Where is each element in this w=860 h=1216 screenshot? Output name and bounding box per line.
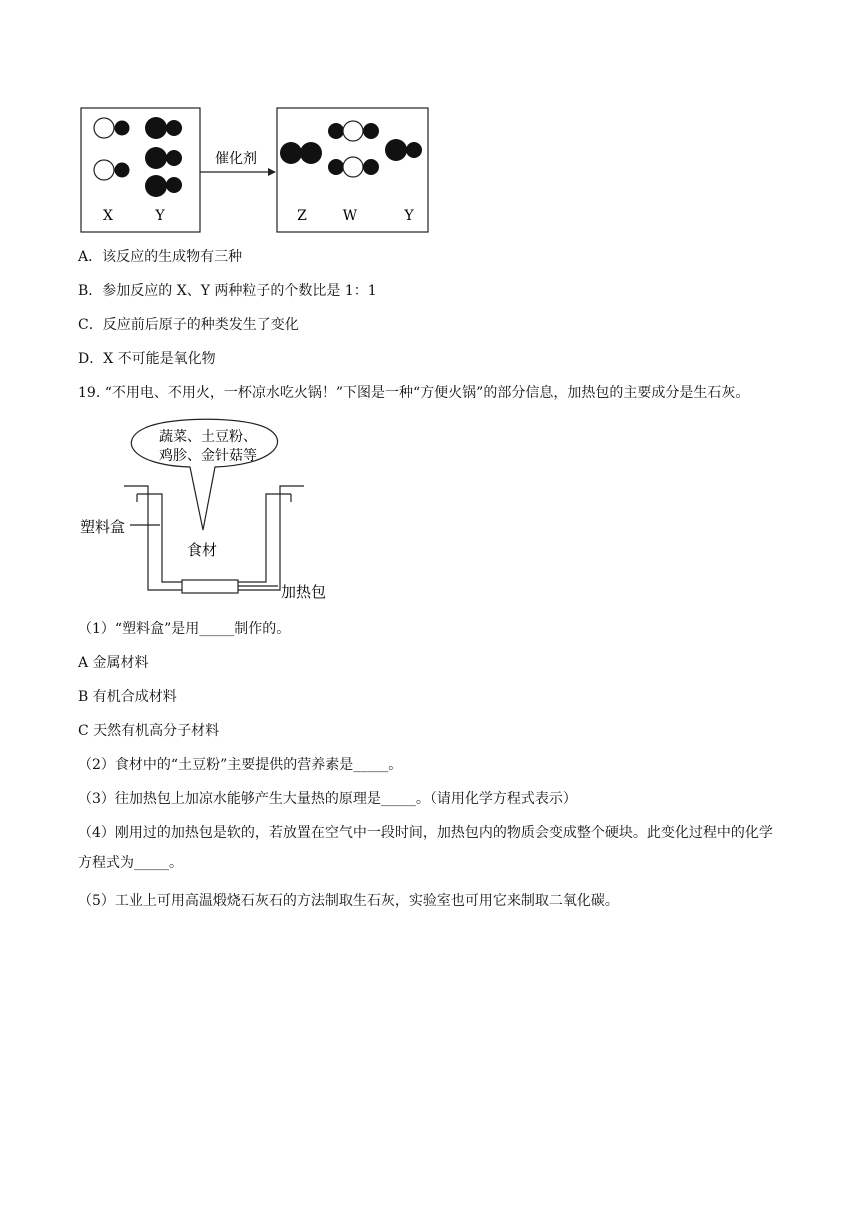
molecule-y (145, 175, 182, 197)
plastic-box-label: 塑料盒 (80, 518, 126, 536)
option-a: A．该反应的生成物有三种 (78, 249, 243, 265)
molecule-x (94, 118, 130, 138)
question-19-stem: 19. “不用电、不用火，一杯凉水吃火锅！”下图是一种“方便火锅”的部分信息，加热包的主要成分是生石灰。 (78, 385, 750, 401)
molecule-x (94, 160, 130, 180)
sub-question-5: （5）工业上可用高温煅烧石灰石的方法制取生石灰，实验室也可用它来制取二氧化碳。 (78, 893, 619, 909)
molecule-y (145, 117, 182, 139)
label-y: Y (155, 208, 165, 224)
hotpot-diagram (0, 410, 860, 610)
sub-question-2: （2）食材中的“土豆粉”主要提供的营养素是_____。 (78, 757, 403, 773)
bubble-text-1: 蔬菜、土豆粉、 (159, 429, 257, 445)
option-b: B．参加反应的 X、Y 两种粒子的个数比是 1：1 (78, 283, 377, 299)
choice-a: A 金属材料 (78, 655, 149, 671)
sub-question-1: （1）“塑料盒”是用_____制作的。 (78, 621, 291, 637)
label-z: Z (297, 208, 307, 224)
label-w: W (342, 208, 358, 224)
label-x: X (103, 208, 113, 224)
molecule-w (328, 121, 379, 141)
molecule-y (385, 139, 422, 161)
option-d: D．X 不可能是氧化物 (78, 351, 216, 367)
food-label: 食材 (186, 541, 218, 559)
outer-box-wall (124, 486, 304, 590)
option-c: C．反应前后原子的种类发生了变化 (78, 317, 299, 333)
inner-box-wall (137, 494, 291, 582)
bubble-text-2: 鸡胗、金针菇等 (159, 448, 257, 464)
molecule-y (145, 147, 182, 169)
molecule-z (280, 142, 322, 164)
choice-b: B 有机合成材料 (78, 689, 177, 705)
arrow-head-icon (268, 168, 276, 176)
catalyst-label: 催化剂 (215, 151, 257, 167)
sub-question-4: （4）刚用过的加热包是软的，若放置在空气中一段时间，加热包内的物质会变成整个硬块。此变化过程中的化学方程式为_____。 (78, 825, 773, 871)
heating-pack (182, 580, 238, 593)
sub-question-3: （3）往加热包上加凉水能够产生大量热的原理是_____。（请用化学方程式表示） (78, 791, 577, 807)
heating-pack-label: 加热包 (281, 583, 327, 601)
molecule-w (328, 157, 379, 177)
label-y-product: Y (404, 208, 414, 224)
choice-c: C 天然有机高分子材料 (78, 723, 220, 739)
reaction-diagram (0, 0, 860, 240)
